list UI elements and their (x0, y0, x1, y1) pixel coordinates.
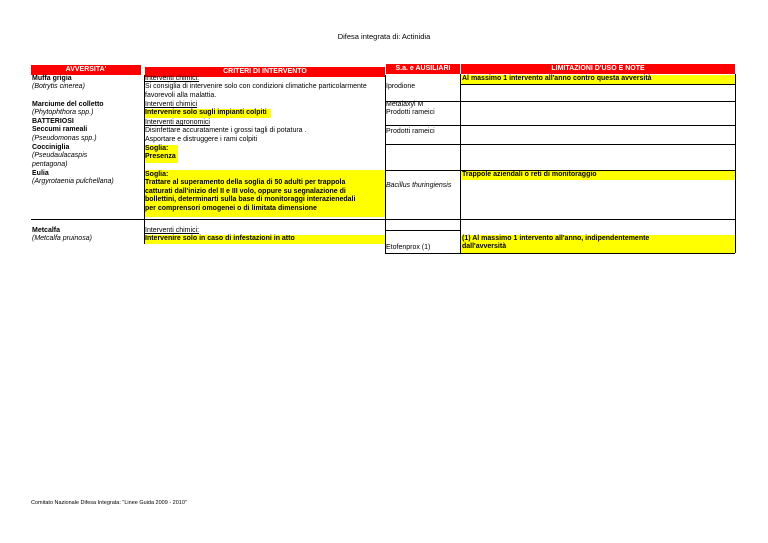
criteri-text: Disinfettare accuratamente i grossi tagli di potatura . (145, 127, 307, 135)
row-batteriosi (32, 118, 144, 143)
criteri-text: per comprensori omogenei o di limitata dimensione (145, 204, 317, 212)
criteri-cocciniglia (145, 145, 178, 163)
row-marciume-colletto (32, 101, 144, 118)
soglia-label: Soglia: (145, 145, 169, 152)
note-muffa-grigia: Al massimo 1 intervento all'anno contro questa avversità (461, 75, 735, 84)
pest-name: Eulia (32, 170, 49, 177)
pest-name: Seccumi rameali (32, 126, 88, 134)
header-criteri: CRITERI DI INTERVENTO (145, 67, 385, 77)
criteri-eulia (145, 170, 385, 217)
header-avversita: AVVERSITA' (31, 65, 141, 75)
criteri-title: Interventi chimici: (145, 75, 200, 82)
note-metcalfa (461, 235, 735, 253)
criteri-text: favorevoli alla malattia. (145, 91, 217, 99)
criteri-text: Si consiglia di intervenire solo con condizioni climatiche particolarmente (145, 83, 367, 91)
criteri-text: Asportare e distruggere i rami colpiti (145, 135, 258, 143)
criteri-batteriosi (145, 119, 385, 144)
sa-value: Metalaxyl M (386, 101, 424, 108)
sa-eulia: Bacillus thuringiensis (386, 182, 452, 189)
pest-name: Marciume del colletto (32, 101, 104, 108)
criteri-highlight: Intervenire solo sugli impianti colpiti (145, 109, 271, 118)
pest-name: Metcalfa (32, 227, 61, 234)
pest-latin: (Metcalfa pruinosa) (32, 235, 92, 243)
row-metcalfa (32, 227, 144, 244)
sa-marciume-colletto (386, 101, 460, 118)
note-eulia: Trappole aziendali o reti di monitoraggio (461, 171, 735, 180)
row-muffa-grigia (32, 75, 144, 92)
page-title: Difesa integrata di: Actinidia (337, 32, 431, 41)
pest-latin: pentagona) (32, 160, 68, 168)
criteri-text: catturati dall'inizio del II e III volo, oppure su segnalazione di (145, 187, 346, 195)
soglia-label: Soglia: (145, 171, 169, 178)
pest-latin: (Botrytis cinerea) (32, 83, 85, 91)
row-cocciniglia (32, 144, 144, 169)
note-text: dall'avversità (462, 243, 507, 251)
pest-latin: (Argyrotaenia pulchellana) (32, 178, 114, 186)
criteri-title: Interventi agronomici (145, 119, 210, 126)
pest-group: BATTERIOSI (32, 118, 74, 125)
criteri-muffa-grigia (145, 75, 385, 100)
criteri-text: bollettini, determinarti sulla base di monitoraggi interazienedali (145, 196, 356, 204)
soglia-value: Presenza (145, 153, 176, 161)
note-text: (1) Al massimo 1 intervento all'anno, indipendentemente (462, 235, 650, 242)
sa-muffa-grigia: Iprodione (386, 83, 416, 90)
criteri-highlight: Intervenire solo in caso di infestazioni in atto (145, 235, 385, 244)
sa-metcalfa: Etofenprox (1) (386, 244, 431, 251)
pest-latin: (Phytophthora spp.) (32, 109, 94, 117)
footer: Comitato Nazionale Difesa Integrata: "Linee Guida 2009 - 2010" (31, 500, 187, 506)
criteri-text: Trattare al superamento della soglia di 50 adulti per trappola (145, 179, 346, 187)
pest-latin: (Pseudomonas spp.) (32, 134, 97, 142)
pest-latin: (Pseudaulacaspis (32, 152, 88, 160)
sa-value: Prodotti rameici (386, 109, 435, 117)
header-sa: S.a. e AUSILIARI (386, 64, 460, 74)
criteri-title: Interventi chimici: (145, 227, 200, 234)
criteri-title: Interventi chimici (145, 101, 198, 108)
row-eulia (32, 170, 144, 187)
pest-name: Muffa grigia (32, 75, 72, 82)
pest-name: Cocciniglia (32, 144, 70, 151)
header-limitazioni: LIMITAZIONI D'USO E NOTE (461, 64, 735, 74)
sa-batteriosi: Prodotti rameici (386, 128, 435, 135)
